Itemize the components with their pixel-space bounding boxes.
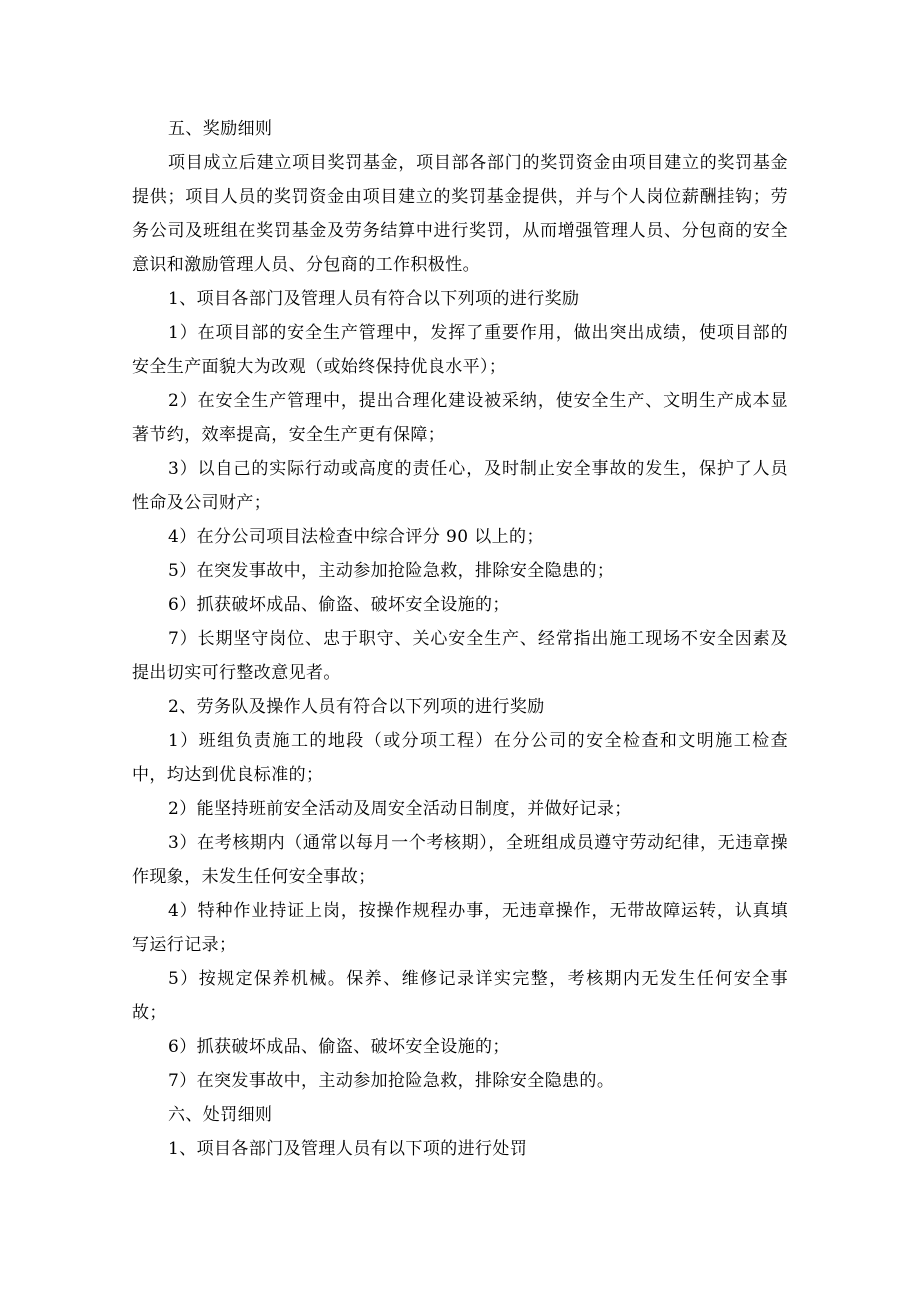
list-item: 1）班组负责施工的地段（或分项工程）在分公司的安全检查和文明施工检查中，均达到优良标准的； <box>132 731 788 785</box>
list-item: 6）抓获破坏成品、偷盗、破坏安全设施的； <box>168 1037 510 1057</box>
list-item: 4）在分公司项目法检查中综合评分 90 以上的； <box>168 527 544 547</box>
list-item: 2）能坚持班前安全活动及周安全活动日制度，并做好记录； <box>168 799 632 819</box>
paragraph-fund-intro: 项目成立后建立项目奖罚基金，项目部各部门的奖罚资金由项目建立的奖罚基金提供；项目人员的奖罚资金由项目建立的奖罚基金提供，并与个人岗位薪酬挂钩；劳务公司及班组在奖罚基金及劳务结算中进行奖罚，从而增强管理人员、分包商的安全意识和激励管理人员、分包商的工作积极性。 <box>132 153 788 275</box>
list-item: 7）在突发事故中，主动参加抢险急救，排除安全隐患的。 <box>168 1071 615 1091</box>
list-item: 3）在考核期内（通常以每月一个考核期），全班组成员遵守劳动纪律，无违章操作现象，未发生任何安全事故； <box>132 833 788 887</box>
list-item: 3）以自己的实际行动或高度的责任心，及时制止安全事故的发生，保护了人员性命及公司财产； <box>132 459 788 513</box>
list-item: 5）按规定保养机械。保养、维修记录详实完整，考核期内无发生任何安全事故； <box>132 969 788 1023</box>
list-item: 1）在项目部的安全生产管理中，发挥了重要作用，做出突出成绩，使项目部的安全生产面貌大为改观（或始终保持优良水平）； <box>132 323 788 377</box>
subheading-departments-rewards: 1、项目各部门及管理人员有符合以下列项的进行奖励 <box>168 289 580 309</box>
subheading-departments-penalties: 1、项目各部门及管理人员有以下项的进行处罚 <box>168 1139 528 1159</box>
list-item: 5）在突发事故中，主动参加抢险急救，排除安全隐患的； <box>168 561 615 581</box>
list-item: 7）长期坚守岗位、忠于职守、关心安全生产、经常指出施工现场不安全因素及提出切实可行整改意见者。 <box>132 629 788 683</box>
subheading-labor-rewards: 2、劳务队及操作人员有符合以下列项的进行奖励 <box>168 697 545 717</box>
list-item: 4）特种作业持证上岗，按操作规程办事，无违章操作，无带故障运转，认真填写运行记录； <box>132 901 788 955</box>
section-heading-rewards: 五、奖励细则 <box>168 119 273 139</box>
document-body <box>132 112 788 1166</box>
section-heading-penalties: 六、处罚细则 <box>168 1105 273 1125</box>
list-item: 6）抓获破坏成品、偷盗、破坏安全设施的； <box>168 595 510 615</box>
list-item: 2）在安全生产管理中，提出合理化建设被采纳，使安全生产、文明生产成本显著节约，效率提高，安全生产更有保障； <box>132 391 788 445</box>
